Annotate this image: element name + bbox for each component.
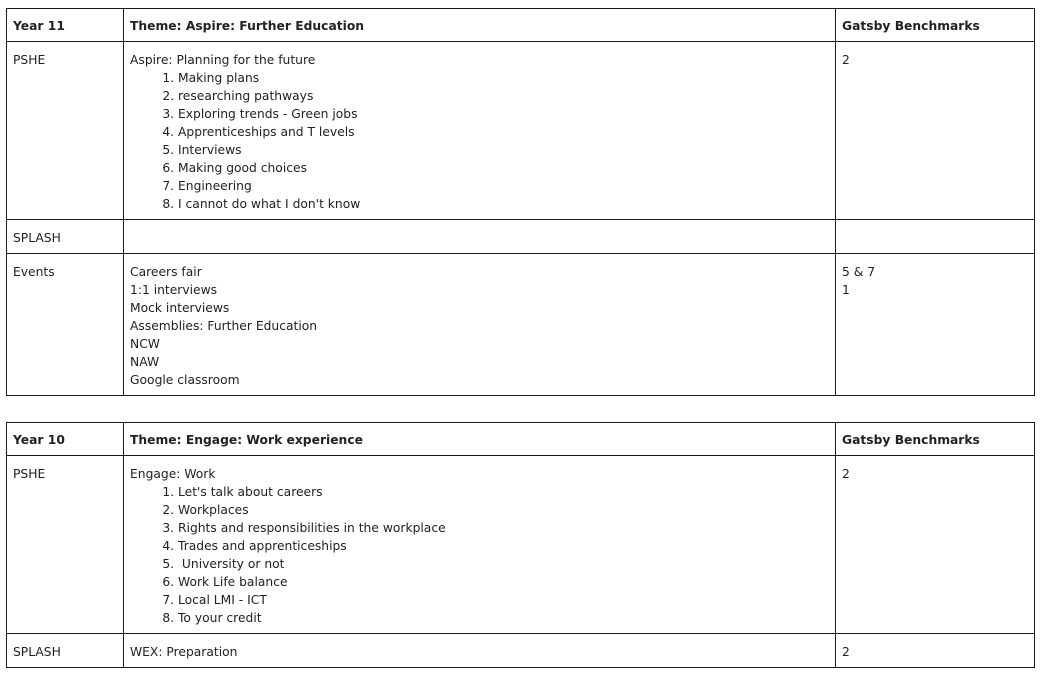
lesson-list bbox=[130, 483, 829, 627]
lesson-item: 8. To your credit bbox=[178, 609, 829, 627]
events-content bbox=[124, 254, 836, 396]
row-label-pshe: PSHE bbox=[7, 42, 124, 220]
lesson-item: 2. Workplaces bbox=[178, 501, 829, 519]
row-label-events: Events bbox=[7, 254, 124, 396]
pshe-content bbox=[124, 456, 836, 634]
event-item: Careers fair bbox=[130, 265, 202, 279]
event-item: Google classroom bbox=[130, 373, 240, 387]
pshe-row bbox=[7, 456, 1035, 634]
event-item: 1:1 interviews bbox=[130, 283, 218, 297]
pshe-unit-title: Engage: Work bbox=[130, 467, 216, 481]
event-item: NCW bbox=[130, 337, 160, 351]
pshe-benchmark: 2 bbox=[836, 42, 1035, 220]
lesson-item: 6. Making good choices bbox=[178, 159, 829, 177]
pshe-row bbox=[7, 42, 1035, 220]
events-benchmarks bbox=[836, 254, 1035, 396]
theme-label: Theme: Aspire: Further Education bbox=[124, 9, 836, 42]
lesson-list bbox=[130, 69, 829, 213]
theme-label: Theme: Engage: Work experience bbox=[124, 423, 836, 456]
event-benchmark: 5 & 7 bbox=[842, 265, 876, 279]
row-label-splash: SPLASH bbox=[7, 634, 124, 668]
pshe-benchmark: 2 bbox=[836, 456, 1035, 634]
lesson-item: 6. Work Life balance bbox=[178, 573, 829, 591]
lesson-item: 5. University or not bbox=[178, 555, 829, 573]
event-item: NAW bbox=[130, 355, 160, 369]
row-label-splash: SPLASH bbox=[7, 220, 124, 254]
year-label: Year 10 bbox=[7, 423, 124, 456]
lesson-item: 2. researching pathways bbox=[178, 87, 829, 105]
splash-row bbox=[7, 634, 1035, 668]
event-item: Mock interviews bbox=[130, 301, 230, 315]
lesson-item: 5. Interviews bbox=[178, 141, 829, 159]
year-11-table bbox=[6, 8, 1035, 396]
splash-benchmark: 2 bbox=[836, 634, 1035, 668]
event-benchmark: 1 bbox=[842, 283, 850, 297]
lesson-item: 1. Making plans bbox=[178, 69, 829, 87]
benchmarks-header: Gatsby Benchmarks bbox=[836, 423, 1035, 456]
lesson-item: 4. Apprenticeships and T levels bbox=[178, 123, 829, 141]
lesson-item: 7. Engineering bbox=[178, 177, 829, 195]
events-row bbox=[7, 254, 1035, 396]
year-label: Year 11 bbox=[7, 9, 124, 42]
lesson-item: 4. Trades and apprenticeships bbox=[178, 537, 829, 555]
splash-row bbox=[7, 220, 1035, 254]
benchmarks-header: Gatsby Benchmarks bbox=[836, 9, 1035, 42]
splash-content: WEX: Preparation bbox=[124, 634, 836, 668]
lesson-item: 7. Local LMI - ICT bbox=[178, 591, 829, 609]
lesson-item: 1. Let's talk about careers bbox=[178, 483, 829, 501]
lesson-item: 3. Rights and responsibilities in the workplace bbox=[178, 519, 829, 537]
row-label-pshe: PSHE bbox=[7, 456, 124, 634]
splash-content bbox=[124, 220, 836, 254]
lesson-item: 8. I cannot do what I don't know bbox=[178, 195, 829, 213]
lesson-item: 3. Exploring trends - Green jobs bbox=[178, 105, 829, 123]
year-10-header-row bbox=[7, 423, 1035, 456]
year-11-header-row bbox=[7, 9, 1035, 42]
pshe-content bbox=[124, 42, 836, 220]
event-item: Assemblies: Further Education bbox=[130, 319, 318, 333]
year-10-table bbox=[6, 422, 1035, 668]
splash-benchmark bbox=[836, 220, 1035, 254]
pshe-unit-title: Aspire: Planning for the future bbox=[130, 53, 316, 67]
